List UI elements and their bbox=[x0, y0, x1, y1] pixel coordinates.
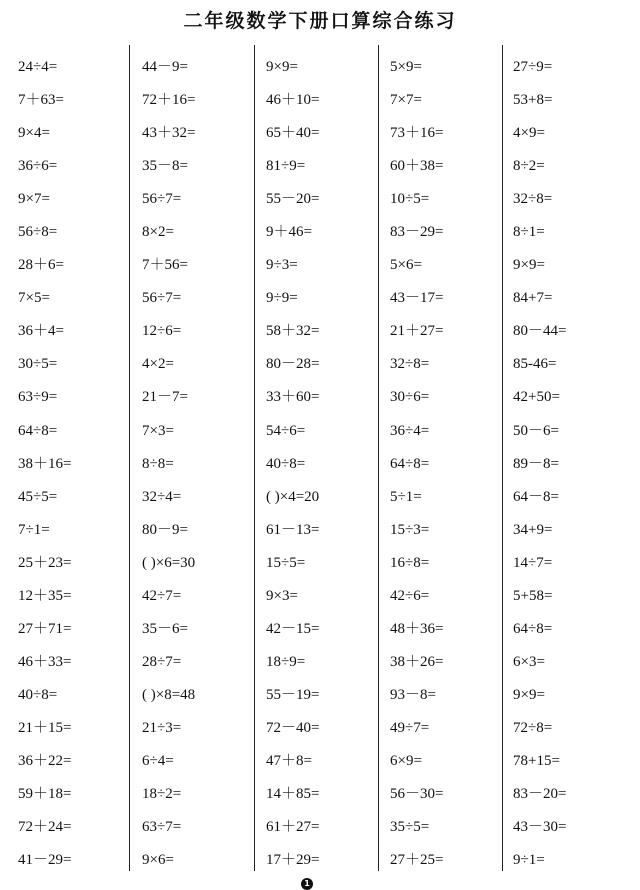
math-problem: 83－29= bbox=[390, 224, 444, 241]
math-problem: 56÷7= bbox=[142, 191, 182, 208]
math-problem: 16÷8= bbox=[390, 554, 430, 571]
math-problem: 5×9= bbox=[390, 59, 422, 75]
problem-column-2 bbox=[142, 51, 262, 877]
math-problem: 50－6= bbox=[513, 422, 559, 439]
math-problem: 78+15= bbox=[513, 752, 560, 769]
page-title: 二年级数学下册口算综合练习 bbox=[183, 10, 457, 32]
math-problem: 55－20= bbox=[266, 191, 320, 208]
math-problem: 6÷4= bbox=[142, 752, 174, 769]
math-problem: 34+9= bbox=[513, 521, 553, 538]
math-problem: 72＋24= bbox=[18, 819, 72, 836]
math-problem: 9＋46= bbox=[266, 224, 312, 241]
math-problem: 55－19= bbox=[266, 686, 320, 703]
math-problem: 15÷3= bbox=[390, 521, 430, 538]
math-problem: 8÷8= bbox=[142, 455, 174, 472]
math-problem: 28÷7= bbox=[142, 653, 182, 670]
math-problem: 53+8= bbox=[513, 92, 553, 109]
math-problem: 7×5= bbox=[18, 290, 50, 307]
math-problem: 64－8= bbox=[513, 488, 559, 505]
math-problem: 46＋10= bbox=[266, 92, 320, 109]
math-problem: 35－8= bbox=[142, 158, 188, 175]
math-problem: 46＋33= bbox=[18, 653, 72, 670]
math-problem: 80－28= bbox=[266, 356, 320, 373]
math-problem: 7＋56= bbox=[142, 257, 188, 274]
math-problem: 27＋71= bbox=[18, 620, 72, 637]
math-problem: 61－13= bbox=[266, 521, 320, 538]
math-problem: 4×2= bbox=[142, 356, 174, 373]
math-problem: 43＋32= bbox=[142, 125, 196, 142]
math-problem: 42÷6= bbox=[390, 587, 430, 604]
math-problem: 14÷7= bbox=[513, 554, 553, 571]
math-problem: 27＋25= bbox=[390, 852, 444, 869]
math-problem: 9×3= bbox=[266, 587, 298, 604]
math-problem: 38＋16= bbox=[18, 455, 72, 472]
math-problem: 59＋18= bbox=[18, 786, 72, 803]
math-problem: 14＋85= bbox=[266, 786, 320, 803]
math-problem: 10÷5= bbox=[390, 191, 430, 208]
problem-column-3 bbox=[266, 51, 386, 877]
math-problem: 9÷3= bbox=[266, 257, 298, 274]
math-problem: 64÷8= bbox=[18, 422, 58, 439]
math-problem: 25＋23= bbox=[18, 554, 72, 571]
math-problem: 35－6= bbox=[142, 620, 188, 637]
math-problem: 33＋60= bbox=[266, 389, 320, 406]
math-problem: 4×9= bbox=[513, 125, 545, 142]
math-problem: 32÷8= bbox=[513, 191, 553, 208]
math-problem: 38＋26= bbox=[390, 653, 444, 670]
math-problem: 12＋35= bbox=[18, 587, 72, 604]
problem-column-1 bbox=[18, 51, 138, 877]
math-problem: 5÷1= bbox=[390, 488, 422, 505]
math-problem: 9×7= bbox=[18, 191, 50, 208]
math-problem: 73＋16= bbox=[390, 125, 444, 142]
math-problem: 30÷5= bbox=[18, 356, 58, 373]
math-problem: 63÷7= bbox=[142, 819, 182, 836]
math-problem: 80－9= bbox=[142, 521, 188, 538]
math-problem: 81÷9= bbox=[266, 158, 306, 175]
math-problem: 9÷9= bbox=[266, 290, 298, 307]
math-problem: 72＋16= bbox=[142, 92, 196, 109]
math-problem: 64÷8= bbox=[390, 455, 430, 472]
math-problem: 80－44= bbox=[513, 323, 567, 340]
math-problem: 18÷9= bbox=[266, 653, 306, 670]
math-problem: 21÷3= bbox=[142, 719, 182, 736]
math-problem: 7×3= bbox=[142, 422, 174, 439]
math-problem: 8×2= bbox=[142, 224, 174, 241]
math-problem: 65＋40= bbox=[266, 125, 320, 142]
math-problem: 9×4= bbox=[18, 125, 50, 142]
math-problem: 41－29= bbox=[18, 852, 72, 869]
math-problem: 72－40= bbox=[266, 719, 320, 736]
math-problem: 35÷5= bbox=[390, 819, 430, 836]
math-problem: 21－7= bbox=[142, 389, 188, 406]
math-problem: 45÷5= bbox=[18, 488, 58, 505]
math-problem: 40÷8= bbox=[18, 686, 58, 703]
math-problem: 40÷8= bbox=[266, 455, 306, 472]
math-problem: 63÷9= bbox=[18, 389, 58, 406]
math-problem: 9×9= bbox=[513, 686, 545, 703]
math-problem: 28＋6= bbox=[18, 257, 64, 274]
math-problem: 60＋38= bbox=[390, 158, 444, 175]
math-problem: 7×7= bbox=[390, 92, 422, 109]
math-problem: 9×6= bbox=[142, 852, 174, 869]
math-problem: 24÷4= bbox=[18, 59, 58, 75]
math-problem: 43－30= bbox=[513, 819, 567, 836]
math-problem: 64÷8= bbox=[513, 620, 553, 637]
math-problem: 36÷4= bbox=[390, 422, 430, 439]
math-problem: ( )×6=30 bbox=[142, 554, 196, 571]
math-problem: 84+7= bbox=[513, 290, 553, 307]
math-problem: 9÷1= bbox=[513, 852, 545, 869]
problem-column-4 bbox=[390, 51, 510, 877]
math-problem: 18÷2= bbox=[142, 786, 182, 803]
math-problem: 12÷6= bbox=[142, 323, 182, 340]
math-problem: 56÷7= bbox=[142, 290, 182, 307]
math-problem: 17＋29= bbox=[266, 852, 320, 869]
math-problem: 36＋4= bbox=[18, 323, 64, 340]
problem-column-5 bbox=[513, 51, 633, 877]
math-problem: 8÷2= bbox=[513, 158, 545, 175]
math-problem: 27÷9= bbox=[513, 59, 553, 75]
math-problem: 7÷1= bbox=[18, 521, 50, 538]
math-problem: 6×3= bbox=[513, 653, 545, 670]
math-problem: 54÷6= bbox=[266, 422, 306, 439]
math-problem: 83－20= bbox=[513, 786, 567, 803]
page-number-badge: 1 bbox=[301, 878, 313, 890]
math-problem: 42÷7= bbox=[142, 587, 182, 604]
math-problem: ( )×4=20 bbox=[266, 488, 320, 505]
math-problem: 5×6= bbox=[390, 257, 422, 274]
math-problem: 21＋15= bbox=[18, 719, 72, 736]
math-problem: 56÷8= bbox=[18, 224, 58, 241]
math-problem: 8÷1= bbox=[513, 224, 545, 241]
math-problem: ( )×8=48 bbox=[142, 686, 196, 703]
math-problem: 56－30= bbox=[390, 786, 444, 803]
math-problem: 61＋27= bbox=[266, 819, 320, 836]
math-problem: 43－17= bbox=[390, 290, 444, 307]
math-problem: 93－8= bbox=[390, 686, 436, 703]
math-problem: 42－15= bbox=[266, 620, 320, 637]
math-problem: 9×9= bbox=[266, 59, 298, 75]
math-problem: 36÷6= bbox=[18, 158, 58, 175]
math-problem: 47＋8= bbox=[266, 752, 312, 769]
math-problem: 30÷6= bbox=[390, 389, 430, 406]
math-problem: 72÷8= bbox=[513, 719, 553, 736]
math-problem: 15÷5= bbox=[266, 554, 306, 571]
math-problem: 89－8= bbox=[513, 455, 559, 472]
math-problem: 44－9= bbox=[142, 59, 188, 75]
math-problem: 85-46= bbox=[513, 356, 557, 373]
math-problem: 48＋36= bbox=[390, 620, 444, 637]
math-problem: 21＋27= bbox=[390, 323, 444, 340]
math-problem: 32÷4= bbox=[142, 488, 182, 505]
math-problem: 49÷7= bbox=[390, 719, 430, 736]
math-problem: 7＋63= bbox=[18, 92, 64, 109]
math-problem: 42+50= bbox=[513, 389, 560, 406]
math-problem: 32÷8= bbox=[390, 356, 430, 373]
math-problem: 58＋32= bbox=[266, 323, 320, 340]
math-problem: 9×9= bbox=[513, 257, 545, 274]
math-problem: 36＋22= bbox=[18, 752, 72, 769]
math-problem: 5+58= bbox=[513, 587, 553, 604]
math-problem: 6×9= bbox=[390, 752, 422, 769]
